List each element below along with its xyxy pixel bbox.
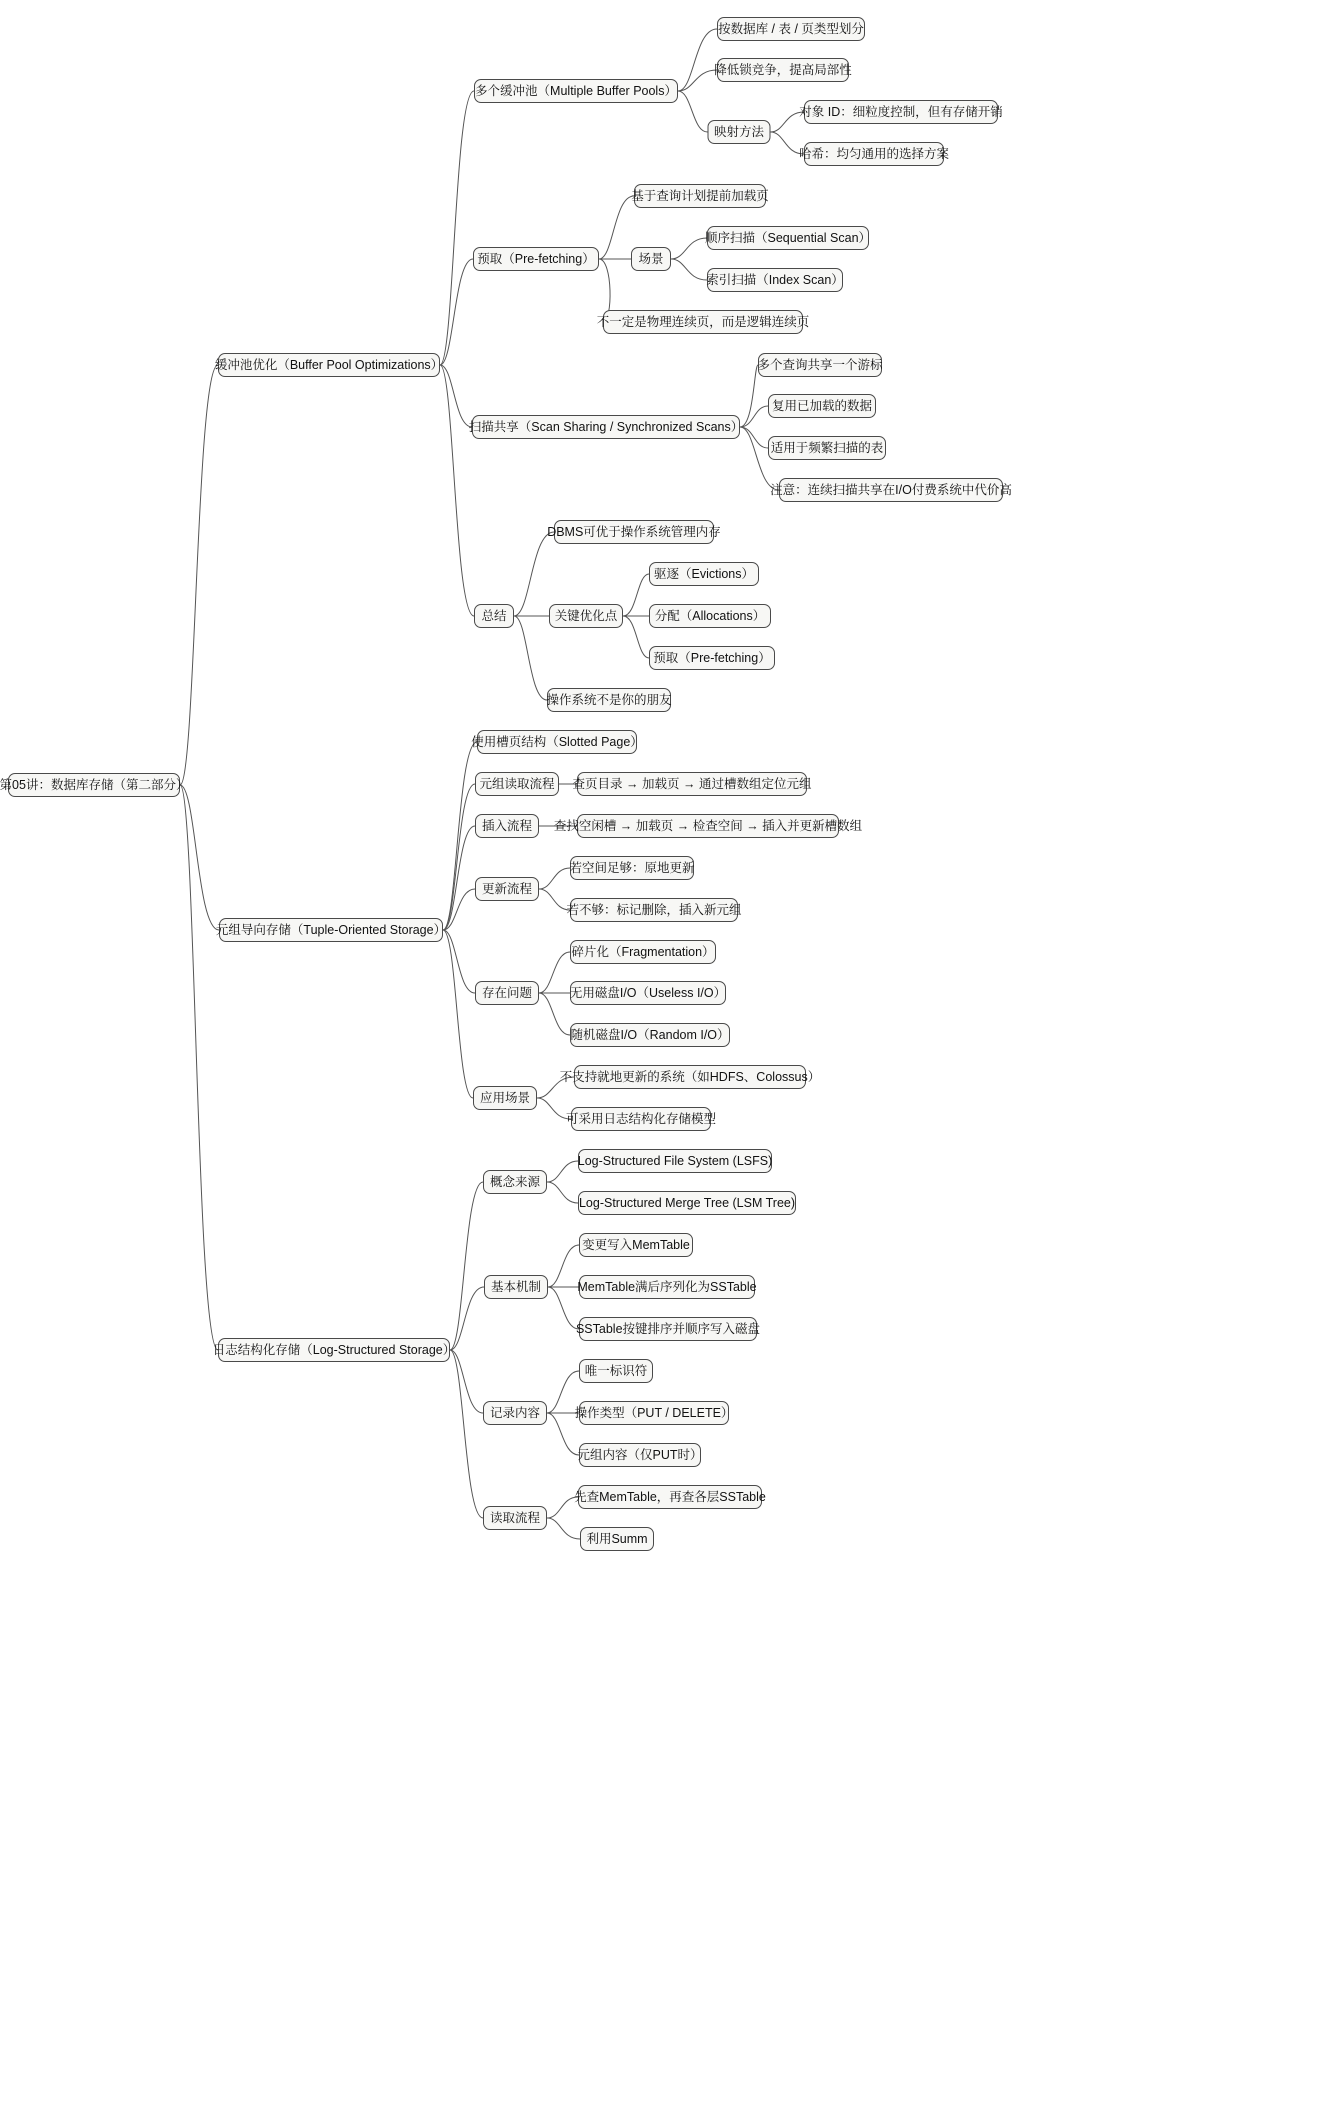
mindmap-node: 元组内容（仅PUT时）	[579, 1443, 701, 1467]
mindmap-node: 操作系统不是你的朋友	[547, 688, 671, 712]
mindmap-edge	[443, 826, 475, 930]
mindmap-node: 随机磁盘I/O（Random I/O）	[570, 1023, 730, 1047]
mindmap-node: Log-Structured Merge Tree (LSM Tree)	[578, 1191, 796, 1215]
mindmap-edge	[539, 993, 570, 1035]
mindmap-node: 注意：连续扫描共享在I/O付费系统中代价高	[779, 478, 1003, 502]
mindmap-node: 插入流程	[475, 814, 539, 838]
mindmap-edge	[599, 196, 634, 259]
mindmap-edge	[440, 365, 474, 616]
mindmap-node: 预取（Pre-fetching）	[649, 646, 775, 670]
mindmap-edge	[450, 1350, 483, 1518]
mindmap-node: 更新流程	[475, 877, 539, 901]
mindmap-edge	[443, 930, 475, 993]
mindmap-node: MemTable满后序列化为SSTable	[579, 1275, 755, 1299]
mindmap-edge	[623, 616, 649, 658]
mindmap-node: 无用磁盘I/O（Useless I/O）	[570, 981, 726, 1005]
mindmap-root-node: 第05讲：数据库存储（第二部分）	[8, 773, 180, 797]
mindmap-node: 若空间足够：原地更新	[570, 856, 694, 880]
mindmap-node: 多个缓冲池（Multiple Buffer Pools）	[474, 79, 678, 103]
mindmap-node: 元组导向存储（Tuple-Oriented Storage）	[219, 918, 443, 942]
mindmap-edge	[450, 1350, 483, 1413]
mindmap-node: 操作类型（PUT / DELETE）	[579, 1401, 729, 1425]
mindmap-node: 存在问题	[475, 981, 539, 1005]
mindmap-node: 记录内容	[483, 1401, 547, 1425]
mindmap-edge	[180, 785, 218, 1350]
mindmap-edge	[678, 91, 708, 132]
mindmap-node: 变更写入MemTable	[579, 1233, 693, 1257]
mindmap-edge	[514, 616, 547, 700]
mindmap-node: 索引扫描（Index Scan）	[707, 268, 843, 292]
mindmap-node: 缓冲池优化（Buffer Pool Optimizations）	[218, 353, 440, 377]
mindmap-edge	[547, 1161, 578, 1182]
mindmap-edge	[740, 427, 768, 448]
mindmap-node: 多个查询共享一个游标	[758, 353, 882, 377]
mindmap-edge	[450, 1287, 484, 1350]
mindmap-node: 分配（Allocations）	[649, 604, 771, 628]
mindmap-edge	[678, 29, 717, 91]
mindmap-node: 基本机制	[484, 1275, 548, 1299]
mindmap-node: 映射方法	[708, 120, 771, 144]
mindmap-edge	[547, 1182, 578, 1203]
mindmap-node: 不支持就地更新的系统（如HDFS、Colossus）	[574, 1065, 806, 1089]
mindmap-edge	[671, 259, 707, 280]
mindmap-node: Log-Structured File System (LSFS)	[578, 1149, 772, 1173]
mindmap-node: SSTable按键排序并顺序写入磁盘	[579, 1317, 757, 1341]
mindmap-node: 先查MemTable，再查各层SSTable	[578, 1485, 762, 1509]
mindmap-node: 哈希：均匀通用的选择方案	[804, 142, 944, 166]
mindmap-node: 查找空闲槽 → 加载页 → 检查空间 → 插入并更新槽数组	[577, 814, 839, 838]
mindmap-node: 对象 ID：细粒度控制，但有存储开销	[804, 100, 998, 124]
mindmap-node: 关键优化点	[549, 604, 623, 628]
mindmap-node: 驱逐（Evictions）	[649, 562, 759, 586]
mindmap-edge	[440, 91, 474, 365]
mindmap-node: 元组读取流程	[475, 772, 559, 796]
mindmap-edge	[539, 889, 570, 910]
mindmap-edge	[740, 365, 758, 427]
mindmap-node: 场景	[631, 247, 671, 271]
mindmap-node: 可采用日志结构化存储模型	[571, 1107, 711, 1131]
mindmap-edge	[623, 574, 649, 616]
mindmap-node: 复用已加载的数据	[768, 394, 876, 418]
mindmap-node: 若不够：标记删除，插入新元组	[570, 898, 738, 922]
mindmap-node: 应用场景	[473, 1086, 537, 1110]
mindmap-node: 预取（Pre-fetching）	[473, 247, 599, 271]
mindmap-edge	[671, 238, 707, 259]
mindmap-edge	[547, 1518, 580, 1539]
mindmap-node: 概念来源	[483, 1170, 547, 1194]
mindmap-node: 总结	[474, 604, 514, 628]
mindmap-edge	[440, 259, 473, 365]
mindmap-node: DBMS可优于操作系统管理内存	[554, 520, 714, 544]
mindmap-node: 碎片化（Fragmentation）	[570, 940, 716, 964]
mindmap-node: 扫描共享（Scan Sharing / Synchronized Scans）	[472, 415, 740, 439]
mindmap-node: 日志结构化存储（Log-Structured Storage）	[218, 1338, 450, 1362]
mindmap-node: 降低锁竞争，提高局部性	[717, 58, 849, 82]
mindmap-edge	[443, 742, 477, 930]
mindmap-edge	[539, 868, 570, 889]
mindmap-edge	[180, 365, 218, 785]
mindmap-node: 唯一标识符	[579, 1359, 653, 1383]
mindmap-node: 适用于频繁扫描的表	[768, 436, 886, 460]
mindmap-node: 顺序扫描（Sequential Scan）	[707, 226, 869, 250]
mindmap-edge	[740, 406, 768, 427]
mindmap-node: 读取流程	[483, 1506, 547, 1530]
mindmap-edge	[539, 952, 570, 993]
mindmap-node: 基于查询计划提前加载页	[634, 184, 766, 208]
mindmap-node: 按数据库 / 表 / 页类型划分	[717, 17, 865, 41]
mindmap-edge	[180, 785, 219, 930]
mindmap-edge	[548, 1287, 579, 1329]
mindmap-edge	[548, 1245, 579, 1287]
mindmap-node: 查页目录 → 加载页 → 通过槽数组定位元组	[577, 772, 807, 796]
mindmap-edge	[678, 70, 717, 91]
mindmap-node: 使用槽页结构（Slotted Page）	[477, 730, 637, 754]
mindmap-node: 利用Summ	[580, 1527, 654, 1551]
mindmap-edge	[450, 1182, 483, 1350]
mindmap-edge	[514, 532, 554, 616]
mindmap-edge	[440, 365, 472, 427]
mindmap-edge	[443, 784, 475, 930]
mindmap-node: 不一定是物理连续页，而是逻辑连续页	[603, 310, 803, 334]
mindmap-edge	[443, 889, 475, 930]
mindmap-edge	[443, 930, 473, 1098]
